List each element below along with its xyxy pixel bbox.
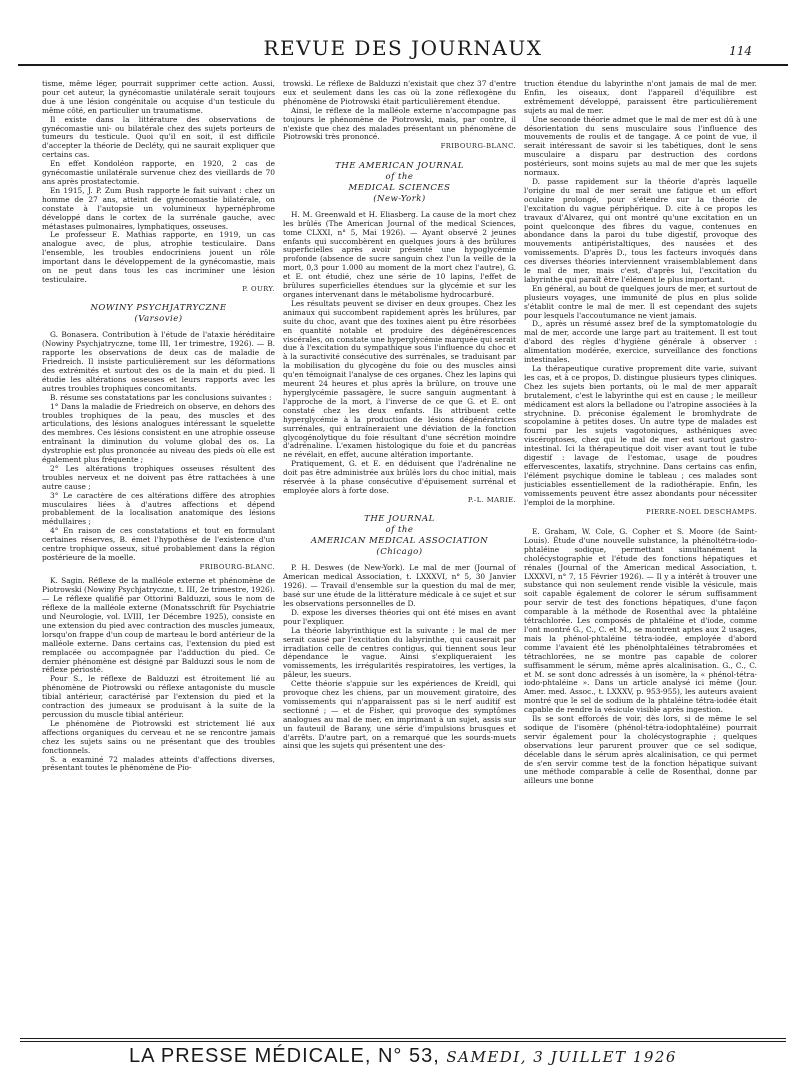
author-signature: P.-L. MARIE. (467, 495, 516, 504)
footer-rule (20, 1041, 786, 1042)
paragraph: Cette théorie s'appuie sur les expériences de Kreidl, qui provoque chez les chiens, par un mouvement giratoire, des vomissements qui n'apparaissent pas si le nerf auditif est sectionné ; — et de Fisher, qui provoque des symptômes analogues au mal de mer, en imprimant à un sujet, assis sur un fauteuil de Barany, une série d'impulsions brusques et d'arrêts. D'autre part, on a remarqué que les sourds-muets ainsi que les sujets qui présentent une des- (283, 679, 516, 751)
paragraph: La thérapeutique curative proprement dite varie, suivant les cas, et à ce propos, D. distingue plusieurs types cliniques. Chez les sujets bien portants, où le mal de mer apparaît brutalement, c'est le labyrinthe qui est en cause ; le meilleur médicament est alors la belladone ou l'atropine associées à la strychnine. D. préconise également le bromhydrate de scopolamine à petites doses. Un autre type de malades est fourni par les sujets vagotoniques, asthéniques avec viscéroptoses, chez qui le mal de mer est surtout gastro-intestinal. Ici la thérapeutique doit viser avant tout le tube digestif : lavage de l'estomac, usage de poudres effervescentes, laxatifs, strychnine. Dans certains cas enfin, l'élément psychique domine le tableau ; ces malades sont justiciables essentiellement de la radiothérapie. Enfin, les vomissements peuvent être assez abondants pour nécessiter l'emploi de la morphine. (524, 364, 757, 507)
paragraph: 1° Dans la maladie de Friedreich on observe, en dehors des troubles trophiques de la peau, des muscles et des articulations, des lésions analogues intéressant le squelette des membres. Ces lésions consistent en une atrophie osseuse entraînant la diminution du volume global des os. La dystrophie est plus prononcée au niveau des pieds où elle est également plus fréquente ; (42, 401, 275, 465)
paragraph: Le phénomène de Piotrowski est strictement lié aux affections organiques du cerveau et ne se rencontre jamais chez les sujets sains ou ne présentant que des troubles fonctionnels. (42, 718, 275, 755)
paragraph: 4° En raison de ces constatations et tout en formulant certaines réserves, B. émet l'hypothèse de l'existence d'un centre trophique osseux, situé probablement dans la région postérieure de la moelle. (42, 526, 275, 562)
paragraph: D. expose les diverses théories qui ont été mises en avant pour l'expliquer. (283, 607, 516, 626)
paragraph: S. a examiné 72 malades atteints d'affections diverses, présentant toutes le phénomène de Pio- (42, 754, 275, 773)
page-number: 114 (729, 44, 752, 58)
footer-rule (20, 1038, 786, 1039)
author-signature: PIERRE-NOEL DESCHAMPS. (645, 507, 757, 516)
journal-city: (New-York) (373, 193, 426, 204)
paragraph: Pour S., le réflexe de Balduzzi est étroitement lié au phénomène de Piotrowski ou réflexe antagoniste du muscle tibial antérieur, caractérisé par l'extension du pied et la contraction des jumeaux se produisant à la suite de la percussion du muscle tibial antérieur. (42, 674, 275, 719)
journal-name: THE JOURNAL (364, 514, 435, 525)
journal-heading (283, 514, 516, 558)
paragraph: truction étendue du labyrinthe n'ont jamais de mal de mer. Enfin, les oiseaux, dont l'appareil d'équilibre est extrêmement développé, paraissent être particulièrement sujets au mal de mer. (524, 80, 757, 115)
paragraph: Le professeur E. Mathias rapporte, en 1919, un cas analogue avec, de plus, atrophie testiculaire. Dans l'ensemble, les troubles endocriniens jouent un rôle important dans le développement de la gynécomastie, mais on ne peut dans tous les cas incriminer une lésion testiculaire. (42, 230, 275, 284)
paragraph: D., après un résumé assez bref de la symptomatologie du mal de mer, accorde une large part au traitement. Il est tout d'abord des règles d'hygiène générale à observer : alimentation modérée, exercice, surveillance des fonctions intestinales. (524, 319, 757, 365)
column-2 (283, 80, 516, 1030)
journal-name-of: of the (385, 525, 414, 536)
paragraph: K. Sagin. Réflexe de la malléole externe et phénomène de Piotrowski (Nowiny Psychjatryczne, t. III, 2e trimestre, 1926). — Le réflexe qualifié par Ottorini Balduzzi, sous le nom de réflexe de la malléole externe (Monatsschrift für Psychiatrie und Neurologie, vol. LVIII, 1er Décembre 1925), consiste en une extension du pied avec contraction des muscles jumeaux, lorsqu'on frappe d'un coup de marteau le bord antérieur de la malléole externe. Dans certains cas, l'extension du pied est remplacée ou accompagnée par l'adduction du pied. Ce dernier phénomène est désigné par Balduzzi sous le nom de réflexe périosté. (42, 576, 275, 675)
column-3 (524, 80, 757, 1030)
paragraph: B. résume ses constatations par les conclusions suivantes : (50, 392, 272, 402)
paragraph: En 1915, J. P. Zum Bush rapporte le fait suivant : chez un homme de 27 ans, atteint de gynécomastie bilatérale, on constate à l'autopsie un volumineux hypernéphrome développé dans le cortex de la surrénale gauche, avec métastases pulmonaires, lymphatiques, osseuses. (42, 185, 275, 231)
journal-name-subtitle: AMERICAN MEDICAL ASSOCIATION (310, 536, 489, 547)
paragraph: 2° Les altérations trophiques osseuses résultent des troubles nerveux et ne doivent pas être rattachées à une autre cause ; (42, 463, 275, 491)
paragraph: 3° Le caractère de ces altérations diffère des atrophies musculaires liées à d'autres affections et dépend probablement de la localisation anatomique des lésions médullaires ; (42, 490, 275, 527)
journal-heading (283, 161, 516, 205)
paragraph: Il existe dans la littérature des observations de gynécomastie uni- ou bilatérale chez des sujets porteurs de tumeurs du testicule. Quoi qu'il en soit, il est difficile d'accepter la théorie de Decléty, qui ne saurait expliquer que certains cas. (42, 114, 275, 160)
paragraph: tisme, même léger, pourrait supprimer cette action. Aussi, pour cet auteur, la gynécomastie unilatérale serait toujours due à une lésion congénitale ou acquise d'un testicule du même côté, en particulier un traumatisme. (42, 80, 275, 115)
paragraph: Les résultats peuvent se diviser en deux groupes. Chez les animaux qui succombent rapidement après les brûlures, par suite du choc, avant que des toxines aient pu être résorbées en quantité notable et produire des dégénérescences viscérales, on constate une hyperglycémie marquée qui serait due à l'excitation du sympathique sous l'influence du choc et à la suractivité consécutive des surrénales, se traduisant par la mobilisation du glycogène du foie ou des muscles ainsi qu'en témoignait l'analyse de ces organes. Chez les lapins qui meurent 24 heures et plus après la brûlure, on trouve une hyperglycémie passagère, le sucre sanguin augmentant à l'approche de la mort, à l'inverse de ce que G. et E. ont constaté chez les deux enfants. Ils attribuent cette hyperglycémie à la production de lésions dégénératrices surrénales, qui entraîneraient une déviation de la fonction glycogénolytique du foie résultant d'une sécrétion moindre d'adrénaline. L'examen histologique du foie et du pancréas ne révélait, en effet, aucune altération importante. (283, 298, 516, 460)
author-signature: FRIBOURG-BLANC. (440, 142, 516, 151)
footer-text (20, 1045, 786, 1068)
running-title: REVUE DES JOURNAUX (263, 36, 543, 60)
paragraph: Pratiquement, G. et E. en déduisent que l'adrénaline ne doit pas être administrée aux brûlés lors du choc initial, mais réservée à la phase consécutive d'épuisement surrénal et employée alors à forte dose. (283, 459, 516, 495)
footer-date: SAMEDI, 3 JUILLET 1926 (446, 1048, 677, 1066)
paragraph: Une seconde théorie admet que le mal de mer est dû à une désorientation du sens musculaire sous l'influence des mouvements de roulis et de tangage. A ce point de vue, il serait intéressant de savoir si les tabétiques, dont le sens musculaire a disparu par destruction des cordons postérieurs, sont moins sujets au mal de mer que les sujets normaux. (524, 114, 757, 178)
paragraph: La théorie labyrinthique est la suivante : le mal de mer serait causé par l'excitation du labyrinthe, qui causerait par irradiation celle de centres contigus, qui tiennent sous leur dépendance le vague. Ainsi s'expliqueraient les vomissements, les irrégularités respiratoires, les vertiges, la pâleur, les sueurs. (283, 625, 516, 680)
paragraph: P. H. Deswes (de New-York). Le mal de mer (Journal of American medical Association, t. LXXXVI, n° 5, 30 Janvier 1926). — Travail d'ensemble sur la question du mal de mer, basé sur une étude de la littérature médicale à ce sujet et sur les observations personnelles de D. (283, 563, 516, 608)
page-footer (20, 1038, 786, 1076)
paragraph: En général, au bout de quelques jours de mer, et surtout de plusieurs voyages, une immunité de plus en plus solide s'établit contre le mal de mer. Il est cependant des sujets pour lesquels l'accoutumance ne vient jamais. (524, 283, 757, 320)
journal-name: NOWINY PSYCHJATRYCZNE (90, 303, 227, 314)
paragraph: trowski. Le réflexe de Balduzzi n'existait que chez 37 d'entre eux et seulement dans les cas où la zone réflexogène du phénomène de Piotrowski était particulièrement étendue. (283, 80, 516, 106)
journal-city: (Chicago) (376, 547, 423, 558)
journal-city: (Varsovie) (134, 314, 183, 325)
paragraph: D. passe rapidement sur la théorie d'après laquelle l'origine du mal de mer serait une fatigue et un effort oculaire prolongé, pour s'étendre sur la théorie de l'excitation du vague périphérique. D. cite à ce propos les travaux d'Alvarez, qui ont montré qu'une excitation en un point quelconque des fibres du vague, contenues en abondance dans la paroi du tube digestif, provoque des mouvements antipéristaltiques, des nausées et des vomissements. D'après D., tous les facteurs invoqués dans ces diverses théories interviennent vraisemblablement dans le mal de mer, mais c'est, d'après lui, l'excitation du labyrinthe qui paraît être l'élément le plus important. (524, 176, 757, 284)
journal-name-subtitle: MEDICAL SCIENCES (348, 182, 451, 193)
author-signature: P. OURY. (242, 284, 275, 293)
author-signature: FRIBOURG-BLANC. (199, 562, 275, 571)
paragraph: H. M. Greenwald et H. Eliasberg. La cause de la mort chez les brûlés (The American Journal of the medical Sciences, tome CLXXI, n° 5, Mai 1926). — Ayant observé 2 jeunes enfants qui succombèrent en quelques jours à des brûlures superficielles après avoir présenté une hypoglycémie profonde (absence de sucre sanguin chez l'un la veille de la mort, 0,3 pour 1.000 au moment de la mort chez l'autre), G. et E. ont étudié, chez une série de 10 lapins, l'effet de brûlures superficielles étendues sur la glycémie et sur les organes intervenant dans le métabolisme hydrocarburé. (283, 209, 516, 299)
footer-journal: LA PRESSE MÉDICALE, N° 53, (129, 1045, 440, 1067)
journal-heading (42, 303, 275, 325)
paragraph: Ainsi, le réflexe de la malléole externe n'accompagne pas toujours le phénomène de Piotrowski, mais, par contre, il n'existe que chez des malades présentant un phénomène de Piotrowski très prononcé. (283, 105, 516, 142)
paragraph: En effet Kondoléon rapporte, en 1920, 2 cas de gynécomastie unilatérale survenue chez des vieillards de 70 ans après prostatectomie. (42, 159, 275, 186)
article-columns (42, 80, 758, 1030)
paragraph: E. Graham, W. Cole, G. Copher et S. Moore (de Saint-Louis). Étude d'une nouvelle substance, la phénoltétra-iodo-phtaléine sodique, permettant simultanément la cholécystographie et l'étude des fonctions hépatiques et rénales (Journal of the American medical Association, t. LXXXVI, n° 7, 15 Février 1926). — Il y a intérêt à trouver une substance qui non seulement rende visible la vésicule, mais soit capable également de colorer le sérum suffisamment pour servir de test des fonctions hépatiques, d'une façon comparable à la méthode de Rosenthal avec la phtaléine tétrachlorée. Les composés de phtaléine et d'iode, comme l'ont montré G., C., C. et M., se montrent aptes aux 2 usages, mais la phénol-phtaléine tétra-iodée, employée d'abord comme l'avaient été les phénolphtaléines tétrabromées et tétrachlorées, ne se montre pas capable de colorer suffisamment le sérum, même après alcalinisation. G., C., C. et M. se sont donc adressés à un isomère, la « phénol-tétra-iodo-phtaléine ». Dans un article analysé ici même (Jour. Amer. med. Assoc., t. LXXXV, p. 953-955), les auteurs avaient montré que le sel de sodium de la phtaléine tétra-iodée était capable de rendre la vésicule visible après ingestion. (524, 527, 757, 715)
column-1 (42, 80, 275, 1030)
paragraph: Ils se sont efforcés de voir, dès lors, si de même le sel sodique de l'isomère (phénol-tétra-iodophtaléine) pourrait servir également pour la cholécystographie ; quelques observations leur parurent prouver que ce sel sodique, décelable dans le sérum après alcalinisation, ce qui permet de s'en servir comme test de la fonction hépatique suivant une méthode comparable à celle de Rosenthal, donne par ailleurs une bonne (524, 714, 757, 786)
journal-name: THE AMERICAN JOURNAL (335, 160, 464, 171)
header-rule (18, 64, 788, 66)
journal-name-of: of the (385, 171, 414, 182)
page-header (18, 32, 788, 68)
paragraph: G. Bonasera. Contribution à l'étude de l'ataxie héréditaire (Nowiny Psychjatryczne, tome III, 1er trimestre, 1926). — B. rapporte les observations de deux cas de maladie de Friedreich. Il insiste particulièrement sur les déformations des extrémités et surtout des os de la main et du pied. Il étudie les altérations osseuses et leurs rapports avec les autres troubles trophiques concomitants. (42, 330, 275, 393)
